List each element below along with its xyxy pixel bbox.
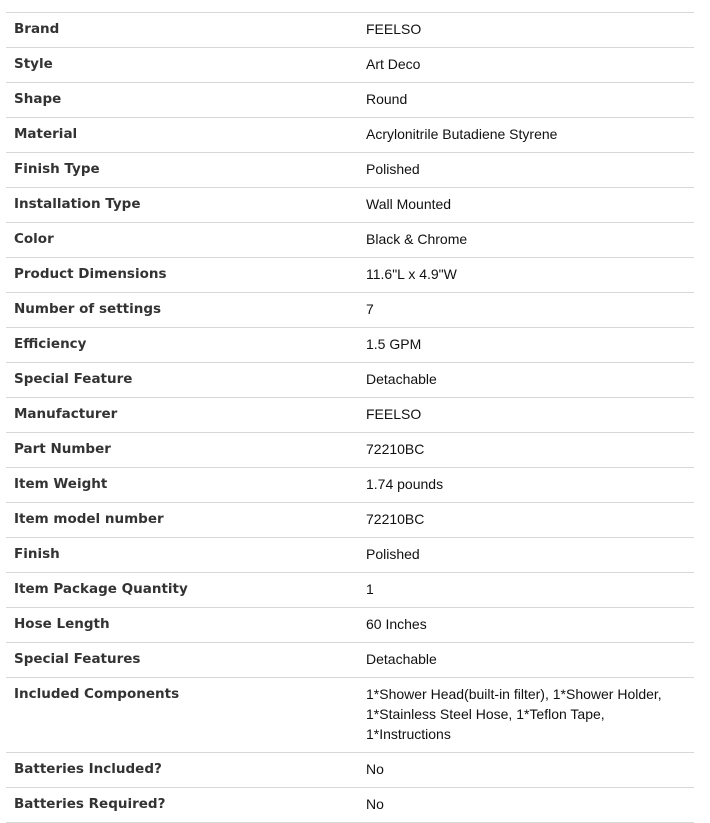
spec-label: Part Number bbox=[14, 441, 111, 457]
table-row bbox=[6, 363, 694, 398]
table-row bbox=[6, 753, 694, 788]
spec-label: Item model number bbox=[14, 511, 164, 527]
table-row bbox=[6, 293, 694, 328]
spec-label: Material bbox=[14, 126, 78, 142]
spec-label: Style bbox=[14, 56, 53, 72]
table-row bbox=[6, 258, 694, 293]
spec-label: Item Weight bbox=[14, 476, 108, 492]
spec-value: Wall Mounted bbox=[366, 196, 452, 212]
spec-label: Item Package Quantity bbox=[14, 581, 188, 597]
table-row bbox=[6, 538, 694, 573]
table-row bbox=[6, 83, 694, 118]
spec-label: Hose Length bbox=[14, 616, 110, 632]
table-row bbox=[6, 118, 694, 153]
spec-value: 1.5 GPM bbox=[366, 336, 422, 352]
spec-value: Detachable bbox=[366, 651, 437, 667]
table-row bbox=[6, 223, 694, 258]
table-row bbox=[6, 788, 694, 823]
table-row bbox=[6, 678, 694, 753]
table-row bbox=[6, 188, 694, 223]
product-details-table bbox=[6, 12, 694, 823]
table-row bbox=[6, 398, 694, 433]
spec-value: Round bbox=[366, 91, 408, 107]
table-row bbox=[6, 468, 694, 503]
spec-value: Polished bbox=[366, 546, 420, 562]
table-row bbox=[6, 503, 694, 538]
spec-label: Brand bbox=[14, 21, 60, 37]
spec-value: Acrylonitrile Butadiene Styrene bbox=[366, 126, 558, 142]
spec-value: 7 bbox=[366, 301, 374, 317]
spec-label: Special Feature bbox=[14, 371, 133, 387]
spec-value: 11.6"L x 4.9"W bbox=[366, 266, 457, 282]
spec-value: No bbox=[366, 761, 384, 777]
spec-label: Special Features bbox=[14, 651, 141, 667]
spec-value: 1*Shower Head(built-in filter), 1*Shower Holder, 1*Stainless Steel Hose, 1*Teflon Tape, 1*Instructions bbox=[366, 686, 662, 742]
table-row bbox=[6, 328, 694, 363]
table-row bbox=[6, 608, 694, 643]
spec-value: 1.74 pounds bbox=[366, 476, 444, 492]
spec-value: Detachable bbox=[366, 371, 437, 387]
spec-value: 60 Inches bbox=[366, 616, 427, 632]
table-row bbox=[6, 13, 694, 48]
spec-value: 1 bbox=[366, 581, 374, 597]
spec-value: No bbox=[366, 796, 384, 812]
table-row bbox=[6, 153, 694, 188]
spec-label: Batteries Included? bbox=[14, 761, 162, 777]
table-row bbox=[6, 643, 694, 678]
spec-label: Batteries Required? bbox=[14, 796, 166, 812]
spec-value: Black & Chrome bbox=[366, 231, 468, 247]
spec-value: Polished bbox=[366, 161, 420, 177]
spec-value: 72210BC bbox=[366, 511, 425, 527]
spec-label: Color bbox=[14, 231, 54, 247]
spec-label: Included Components bbox=[14, 686, 180, 702]
spec-value: FEELSO bbox=[366, 21, 422, 37]
spec-value: FEELSO bbox=[366, 406, 422, 422]
spec-value: 72210BC bbox=[366, 441, 425, 457]
spec-label: Finish Type bbox=[14, 161, 100, 177]
spec-label: Manufacturer bbox=[14, 406, 118, 422]
table-row bbox=[6, 48, 694, 83]
spec-label: Efficiency bbox=[14, 336, 87, 352]
table-row bbox=[6, 573, 694, 608]
spec-label: Number of settings bbox=[14, 301, 162, 317]
spec-label: Finish bbox=[14, 546, 60, 562]
spec-value: Art Deco bbox=[366, 56, 421, 72]
spec-label: Installation Type bbox=[14, 196, 141, 212]
spec-label: Product Dimensions bbox=[14, 266, 167, 282]
spec-label: Shape bbox=[14, 91, 62, 107]
table-row bbox=[6, 433, 694, 468]
